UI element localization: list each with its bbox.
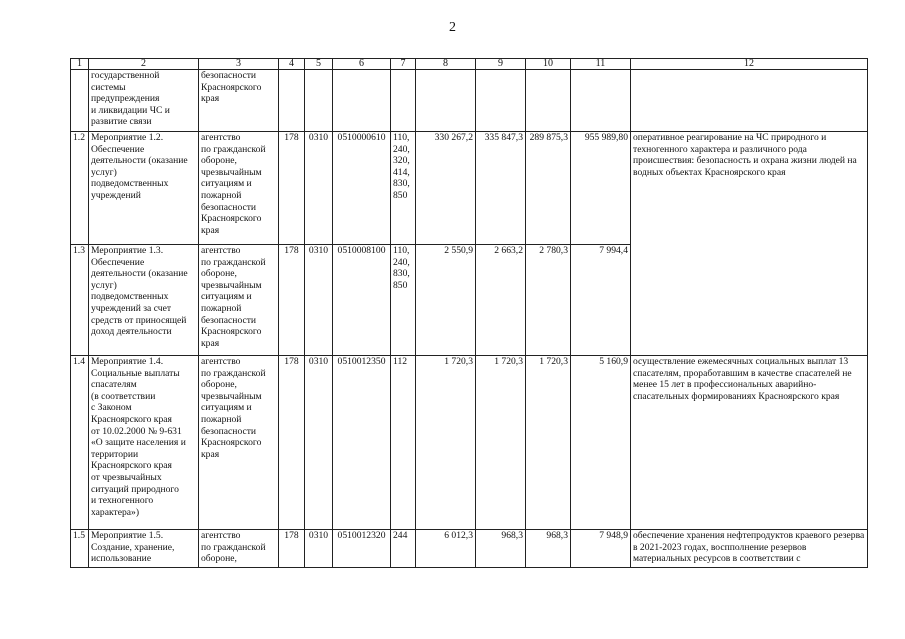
cell-num: 1.5 (71, 530, 89, 568)
cell-num: 1.4 (71, 356, 89, 530)
cell-rzpr: 0310 (305, 132, 333, 245)
cell-total: 7 948,9 (571, 530, 631, 568)
cell-vr: 110, 240, 830, 850 (391, 245, 416, 356)
cell-csr: 0510000610 (333, 132, 391, 245)
cell-activity-name: Мероприятие 1.3. Обеспечение деятельности (оказание услуг) подведомственных учреждений за счет средств от приносящей доход деятельности (89, 245, 199, 356)
table-row (71, 530, 868, 568)
cell-result: обеспечение хранения нефтепродуктов краевого резерва в 2021-2023 годах, воспполнение резервов материальных ресурсов в соответствии с (631, 530, 868, 568)
cell-rzpr (305, 70, 333, 132)
cell-csr: 0510012320 (333, 530, 391, 568)
column-header-12: 12 (631, 59, 868, 70)
column-header-5: 5 (305, 59, 333, 70)
cell-result (631, 70, 868, 132)
cell-2022 (476, 70, 526, 132)
cell-activity-name: Мероприятие 1.5. Создание, хранение, использование (89, 530, 199, 568)
cell-csr: 0510008100 (333, 245, 391, 356)
cell-2023: 2 780,3 (526, 245, 571, 356)
cell-2021: 1 720,3 (416, 356, 476, 530)
cell-vr: 244 (391, 530, 416, 568)
cell-2022: 335 847,3 (476, 132, 526, 245)
cell-executor: агентство по гражданской обороне, чрезвычайным ситуациям и пожарной безопасности Красноярского края (199, 132, 279, 245)
column-header-10: 10 (526, 59, 571, 70)
cell-rzpr: 0310 (305, 245, 333, 356)
cell-executor: агентство по гражданской обороне, чрезвычайным ситуациям и пожарной безопасности Красноярского края (199, 356, 279, 530)
column-header-6: 6 (333, 59, 391, 70)
cell-2021: 330 267,2 (416, 132, 476, 245)
cell-activity-name: государственной системы предупреждения и ликвидации ЧС и развитие связи (89, 70, 199, 132)
cell-grbs: 178 (279, 530, 305, 568)
cell-vr (391, 70, 416, 132)
cell-grbs (279, 70, 305, 132)
cell-activity-name: Мероприятие 1.4. Социальные выплаты спасателям (в соответствии с Законом Красноярского края от 10.02.2000 № 9-631 «О защите населения и территории Красноярского края от чрезвычайных ситуаций природного и техногенного характера») (89, 356, 199, 530)
cell-csr (333, 70, 391, 132)
cell-vr: 112 (391, 356, 416, 530)
column-header-1: 1 (71, 59, 89, 70)
cell-grbs: 178 (279, 245, 305, 356)
cell-2023: 968,3 (526, 530, 571, 568)
column-header-7: 7 (391, 59, 416, 70)
cell-2023 (526, 70, 571, 132)
cell-vr: 110, 240, 320, 414, 830, 850 (391, 132, 416, 245)
cell-total (571, 70, 631, 132)
column-header-8: 8 (416, 59, 476, 70)
cell-num: 1.3 (71, 245, 89, 356)
table-row (71, 132, 868, 245)
column-header-9: 9 (476, 59, 526, 70)
column-header-3: 3 (199, 59, 279, 70)
cell-result: оперативное реагирование на ЧС природного и техногенного характера и различного рода происшествия: безопасность и охрана жизни людей на водных объектах Красноярского края (631, 132, 868, 356)
header-row (71, 59, 868, 70)
cell-executor: агентство по гражданской обороне, (199, 530, 279, 568)
cell-num (71, 70, 89, 132)
cell-2022: 2 663,2 (476, 245, 526, 356)
cell-total: 5 160,9 (571, 356, 631, 530)
cell-2021: 6 012,3 (416, 530, 476, 568)
cell-rzpr: 0310 (305, 530, 333, 568)
cell-total: 955 989,80 (571, 132, 631, 245)
cell-2021 (416, 70, 476, 132)
budget-table (70, 58, 868, 568)
cell-num: 1.2 (71, 132, 89, 245)
cell-csr: 0510012350 (333, 356, 391, 530)
cell-rzpr: 0310 (305, 356, 333, 530)
cell-grbs: 178 (279, 356, 305, 530)
cell-executor: безопасности Красноярского края (199, 70, 279, 132)
column-header-11: 11 (571, 59, 631, 70)
cell-result: осуществление ежемесячных социальных выплат 13 спасателям, проработавшим в качестве спасателей не менее 15 лет в профессиональных аварийно-спасательных формированиях Красноярского края (631, 356, 868, 530)
cell-2021: 2 550,9 (416, 245, 476, 356)
column-header-4: 4 (279, 59, 305, 70)
cell-executor: агентство по гражданской обороне, чрезвычайным ситуациям и пожарной безопасности Красноярского края (199, 245, 279, 356)
cell-2022: 968,3 (476, 530, 526, 568)
cell-grbs: 178 (279, 132, 305, 245)
cell-2023: 289 875,3 (526, 132, 571, 245)
cell-total: 7 994,4 (571, 245, 631, 356)
column-header-2: 2 (89, 59, 199, 70)
cell-2023: 1 720,3 (526, 356, 571, 530)
page-number: 2 (449, 20, 456, 35)
table-row-continuation (71, 70, 868, 132)
cell-activity-name: Мероприятие 1.2. Обеспечение деятельности (оказание услуг) подведомственных учреждений (89, 132, 199, 245)
cell-2022: 1 720,3 (476, 356, 526, 530)
table-row (71, 356, 868, 530)
